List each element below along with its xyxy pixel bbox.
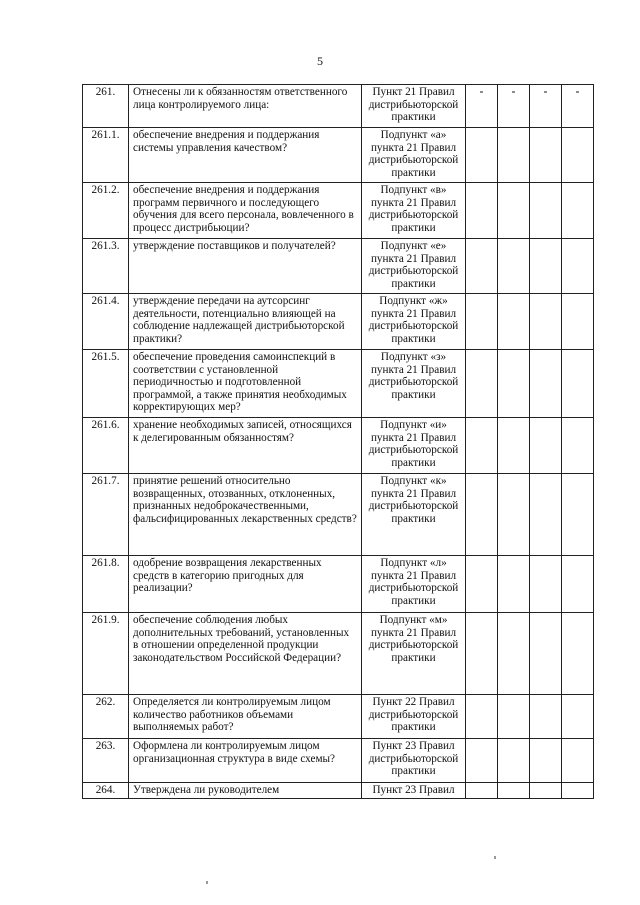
answer-cell bbox=[466, 128, 498, 183]
table-row bbox=[83, 613, 594, 695]
item-number: 261.8. bbox=[83, 556, 129, 613]
answer-cell bbox=[498, 418, 530, 474]
page-number: 5 bbox=[317, 54, 323, 68]
answer-cell bbox=[530, 294, 562, 350]
answer-cell bbox=[498, 183, 530, 239]
item-number: 261.2. bbox=[83, 183, 129, 239]
answer-cell bbox=[466, 783, 498, 799]
item-reference: Пункт 21 Правил дистрибьюторской практики bbox=[362, 85, 466, 128]
item-question: обеспечение внедрения и поддержания программ первичного и последующего обучения для всего персонала, вовлеченного в процесс дистрибьюции? bbox=[129, 183, 362, 239]
answer-cell bbox=[530, 474, 562, 556]
item-number: 261.3. bbox=[83, 239, 129, 294]
item-question: утверждение передачи на аутсорсинг деятельности, потенциально влияющей на соблюдение надлежащей дистрибьюторской практики? bbox=[129, 294, 362, 350]
answer-cell bbox=[498, 294, 530, 350]
item-number: 261.6. bbox=[83, 418, 129, 474]
scan-mark bbox=[206, 881, 208, 884]
item-question: Утверждена ли руководителем bbox=[129, 783, 362, 799]
answer-cell bbox=[530, 613, 562, 695]
table-row bbox=[83, 739, 594, 783]
answer-cell bbox=[466, 613, 498, 695]
answer-cell bbox=[466, 739, 498, 783]
answer-cell bbox=[562, 695, 594, 739]
item-number: 261.7. bbox=[83, 474, 129, 556]
table-row bbox=[83, 350, 594, 418]
table-row bbox=[83, 556, 594, 613]
answer-cell bbox=[530, 556, 562, 613]
answer-cell bbox=[530, 128, 562, 183]
table-row bbox=[83, 294, 594, 350]
answer-cell bbox=[530, 739, 562, 783]
item-question: обеспечение внедрения и поддержания системы управления качеством? bbox=[129, 128, 362, 183]
item-number: 264. bbox=[83, 783, 129, 799]
answer-cell bbox=[562, 183, 594, 239]
answer-cell bbox=[562, 474, 594, 556]
item-reference: Пункт 23 Правил дистрибьюторской практики bbox=[362, 739, 466, 783]
item-question: обеспечение проведения самоинспекций в соответствии с установленной периодичностью и подготовленной программой, а также принятия необходимых корректирующих мер? bbox=[129, 350, 362, 418]
item-reference: Подпункт «к» пункта 21 Правил дистрибьюторской практики bbox=[362, 474, 466, 556]
answer-cell bbox=[530, 783, 562, 799]
item-reference: Подпункт «з» пункта 21 Правил дистрибьюторской практики bbox=[362, 350, 466, 418]
table-row bbox=[83, 128, 594, 183]
answer-cell bbox=[498, 350, 530, 418]
answer-cell bbox=[530, 350, 562, 418]
item-reference: Подпункт «а» пункта 21 Правил дистрибьюторской практики bbox=[362, 128, 466, 183]
answer-cell bbox=[466, 239, 498, 294]
item-number: 261. bbox=[83, 85, 129, 128]
item-question: Отнесены ли к обязанностям ответственного лица контролируемого лица: bbox=[129, 85, 362, 128]
item-number: 261.1. bbox=[83, 128, 129, 183]
item-reference: Подпункт «м» пункта 21 Правил дистрибьюторской практики bbox=[362, 613, 466, 695]
table-row bbox=[83, 474, 594, 556]
answer-cell bbox=[562, 613, 594, 695]
answer-cell bbox=[562, 418, 594, 474]
answer-cell bbox=[466, 474, 498, 556]
answer-cell bbox=[498, 239, 530, 294]
answer-cell bbox=[498, 613, 530, 695]
item-question: Определяется ли контролируемым лицом количество работников объемами выполняемых работ? bbox=[129, 695, 362, 739]
item-reference: Подпункт «е» пункта 21 Правил дистрибьюторской практики bbox=[362, 239, 466, 294]
item-question: одобрение возвращения лекарственных средств в категорию пригодных для реализации? bbox=[129, 556, 362, 613]
answer-cell: - bbox=[562, 85, 594, 128]
answer-cell bbox=[562, 239, 594, 294]
answer-cell bbox=[530, 183, 562, 239]
item-number: 263. bbox=[83, 739, 129, 783]
item-reference: Подпункт «ж» пункта 21 Правил дистрибьюторской практики bbox=[362, 294, 466, 350]
checklist-table bbox=[82, 84, 594, 799]
answer-cell bbox=[562, 350, 594, 418]
answer-cell bbox=[562, 128, 594, 183]
item-number: 261.9. bbox=[83, 613, 129, 695]
item-number: 262. bbox=[83, 695, 129, 739]
answer-cell bbox=[562, 294, 594, 350]
answer-cell bbox=[530, 695, 562, 739]
item-question: хранение необходимых записей, относящихся к делегированным обязанностям? bbox=[129, 418, 362, 474]
answer-cell bbox=[466, 294, 498, 350]
item-reference: Подпункт «л» пункта 21 Правил дистрибьюторской практики bbox=[362, 556, 466, 613]
scan-mark bbox=[494, 856, 496, 859]
table-row bbox=[83, 783, 594, 799]
item-number: 261.5. bbox=[83, 350, 129, 418]
item-question: обеспечение соблюдения любых дополнительных требований, установленных в отношении определенной продукции законодательством Российской Федерации? bbox=[129, 613, 362, 695]
answer-cell: - bbox=[498, 85, 530, 128]
answer-cell bbox=[498, 556, 530, 613]
answer-cell bbox=[562, 783, 594, 799]
answer-cell bbox=[466, 350, 498, 418]
answer-cell bbox=[466, 418, 498, 474]
item-reference: Подпункт «в» пункта 21 Правил дистрибьюторской практики bbox=[362, 183, 466, 239]
table-row bbox=[83, 695, 594, 739]
answer-cell bbox=[498, 695, 530, 739]
answer-cell bbox=[498, 474, 530, 556]
answer-cell bbox=[498, 739, 530, 783]
answer-cell bbox=[466, 695, 498, 739]
answer-cell bbox=[530, 239, 562, 294]
item-question: утверждение поставщиков и получателей? bbox=[129, 239, 362, 294]
table-row bbox=[83, 85, 594, 128]
answer-cell bbox=[530, 418, 562, 474]
answer-cell bbox=[466, 183, 498, 239]
answer-cell bbox=[466, 556, 498, 613]
answer-cell: - bbox=[530, 85, 562, 128]
item-reference: Пункт 23 Правил bbox=[362, 783, 466, 799]
table-row bbox=[83, 418, 594, 474]
item-reference: Пункт 22 Правил дистрибьюторской практики bbox=[362, 695, 466, 739]
item-question: принятие решений относительно возвращенных, отозванных, отклоненных, признанных недоброкачественными, фальсифицированных лекарственных средств? bbox=[129, 474, 362, 556]
item-number: 261.4. bbox=[83, 294, 129, 350]
answer-cell bbox=[498, 128, 530, 183]
answer-cell bbox=[562, 556, 594, 613]
answer-cell: - bbox=[466, 85, 498, 128]
answer-cell bbox=[498, 783, 530, 799]
table-row bbox=[83, 183, 594, 239]
item-reference: Подпункт «и» пункта 21 Правил дистрибьюторской практики bbox=[362, 418, 466, 474]
answer-cell bbox=[562, 739, 594, 783]
table-row bbox=[83, 239, 594, 294]
item-question: Оформлена ли контролируемым лицом организационная структура в виде схемы? bbox=[129, 739, 362, 783]
